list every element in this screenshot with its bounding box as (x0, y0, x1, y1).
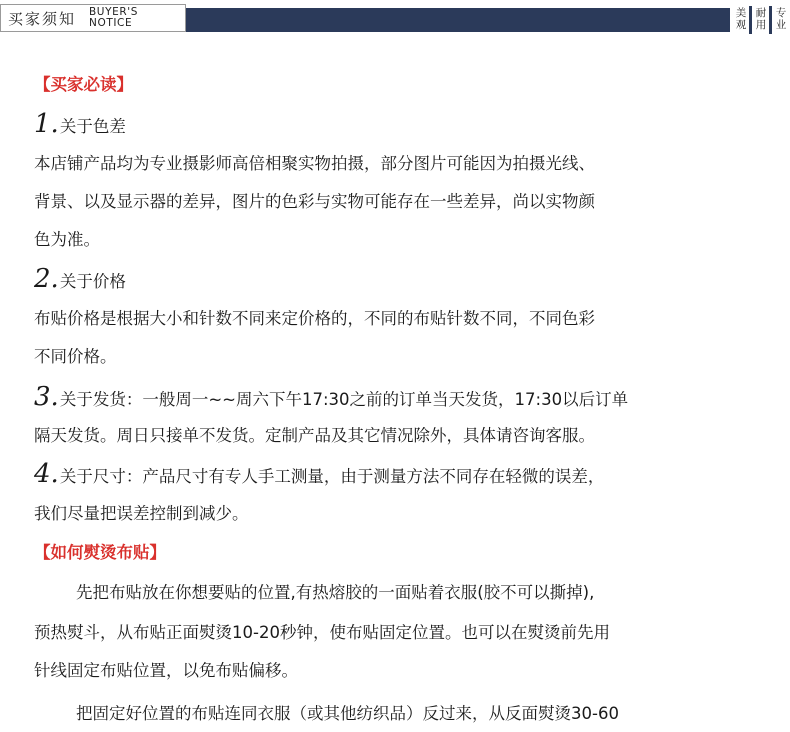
slogan-beautiful: 美 观 (735, 7, 747, 31)
item-color-difference-heading (34, 109, 126, 139)
paragraph-line: 布贴价格是根据大小和针数不同来定价格的，不同的布贴针数不同，不同色彩 (34, 309, 595, 328)
item-title: 关于价格 (59, 272, 126, 291)
paragraph-line: 隔天发货。周日只接单不发货。定制产品及其它情况除外，具体请咨询客服。 (34, 426, 595, 445)
item-price-heading (34, 264, 126, 294)
section-title-must-read: 【买家必读】 (34, 75, 133, 94)
item-shipping (34, 382, 629, 412)
item-title: 关于色差 (59, 117, 126, 136)
paragraph-line: 关于发货：一般周一~~周六下午17:30之前的订单当天发货，17:30以后订单 (59, 390, 629, 409)
paragraph-line: 预热熨斗，从布贴正面熨烫10-20秒钟，使布贴固定位置。也可以在熨烫前先用 (34, 623, 610, 642)
header-title-cn: 买家须知 (8, 10, 77, 28)
item-number: 4. (34, 459, 59, 489)
paragraph-line: 把固定好位置的布贴连同衣服（或其他纺织品）反过来，从反面熨烫30-60 (76, 704, 619, 723)
slogan-professional: 专 业 (775, 7, 787, 31)
item-number: 2. (34, 264, 59, 294)
item-number: 3. (34, 382, 59, 412)
paragraph-line: 不同价格。 (34, 347, 117, 366)
slogan-durable: 耐 用 (755, 7, 767, 31)
section-title-how-to-iron: 【如何熨烫布贴】 (34, 543, 166, 562)
paragraph-line: 针线固定布贴位置，以免布贴偏移。 (34, 661, 298, 680)
paragraph-line: 关于尺寸：产品尺寸有专人手工测量，由于测量方法不同存在轻微的误差， (59, 467, 605, 486)
paragraph-line: 背景、以及显示器的差异，图片的色彩与实物可能存在一些差异，尚以实物颜 (34, 192, 595, 211)
item-number: 1. (34, 109, 59, 139)
header-title-en-line1: BUYER'S (89, 6, 138, 18)
paragraph-line: 本店铺产品均为专业摄影师高倍相聚实物拍摄，部分图片可能因为拍摄光线、 (34, 154, 595, 173)
header-title-en-line2: NOTICE (89, 17, 133, 29)
item-size (34, 459, 605, 489)
paragraph-line: 先把布贴放在你想要贴的位置,有热熔胶的一面贴着衣服(胶不可以撕掉), (76, 583, 595, 602)
paragraph-line: 色为准。 (34, 230, 100, 249)
paragraph-line: 我们尽量把误差控制到减少。 (34, 504, 249, 523)
